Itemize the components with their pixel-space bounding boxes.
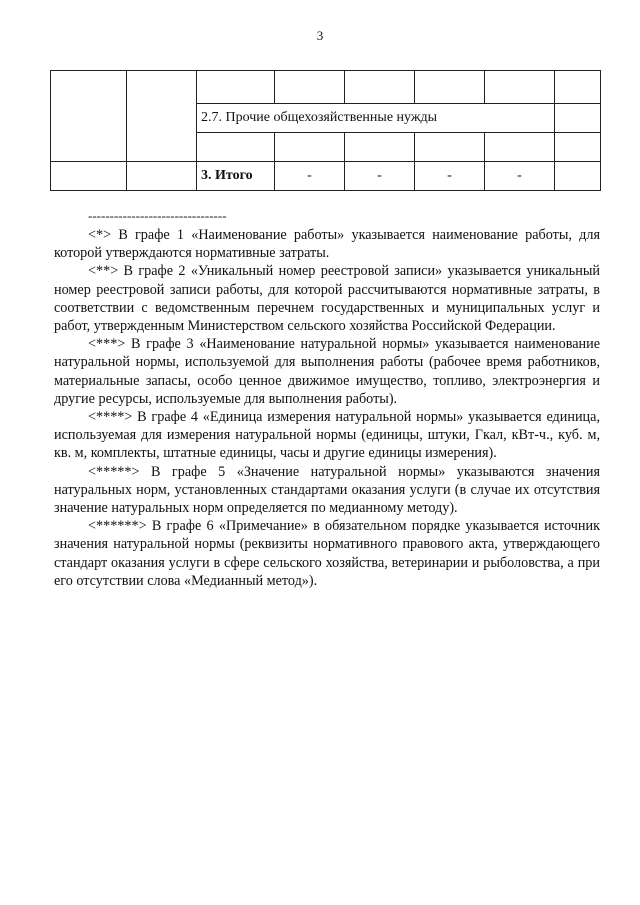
table-cell bbox=[555, 104, 601, 133]
total-value: - bbox=[485, 162, 555, 191]
table-cell bbox=[415, 133, 485, 162]
table-row bbox=[51, 71, 601, 104]
table-cell bbox=[345, 133, 415, 162]
footnote-separator: -------------------------------- bbox=[88, 208, 227, 223]
total-value: - bbox=[415, 162, 485, 191]
table-cell bbox=[555, 71, 601, 104]
table-cell bbox=[127, 162, 197, 191]
table-cell bbox=[275, 133, 345, 162]
table-cell bbox=[127, 71, 197, 162]
footnote-5: <*****> В графе 5 «Значение натуральной нормы» указываются значения натуральных норм, установленных стандартами оказания услуги (в случае их отсутствия значение натуральных норм определяется по медианному методу). bbox=[54, 463, 600, 517]
footnote-3: <***> В графе 3 «Наименование натуральной нормы» указывается наименование натуральной нормы, используемой для выполнения работы (рабочее время работников, материальные запасы, особо ценное движимое имущество, топливо, электроэнергия и другие ресурсы, используемые для выполнения работы). bbox=[54, 336, 600, 407]
footnote-4: <****> В графе 4 «Единица измерения натуральной нормы» указывается единица, используемая для измерения натуральной нормы (единицы, штуки, Гкал, кВт-ч., куб. м, кв. м, комплекты, штатные единицы, часы и другие единицы измерения). bbox=[54, 409, 600, 462]
table-cell bbox=[415, 71, 485, 104]
footnotes bbox=[54, 226, 600, 590]
page-number: 3 bbox=[316, 28, 324, 43]
table-cell bbox=[555, 133, 601, 162]
table-cell bbox=[197, 133, 275, 162]
total-value: - bbox=[275, 162, 345, 191]
table-cell bbox=[51, 71, 127, 162]
table-cell bbox=[51, 162, 127, 191]
table-cell bbox=[275, 71, 345, 104]
table-cell bbox=[485, 71, 555, 104]
table-row-total bbox=[51, 162, 601, 191]
footnote-2: <**> В графе 2 «Уникальный номер реестровой записи» указывается уникальный номер реестровой записи работы, для которой рассчитываются нормативные затраты, в соответствии с ведомственным перечнем государственных и муниципальных услуг и работ, утвержденным Министерством сельского хозяйства Российской Федерации. bbox=[54, 263, 600, 335]
table-cell bbox=[485, 133, 555, 162]
table-cell bbox=[555, 162, 601, 191]
row-prochie-label: 2.7. Прочие общехозяйственные нужды bbox=[197, 104, 555, 133]
total-value: - bbox=[345, 162, 415, 191]
natural-norms-table bbox=[50, 70, 601, 191]
total-label: 3. Итого bbox=[197, 162, 275, 191]
table-cell bbox=[345, 71, 415, 104]
table-cell bbox=[197, 71, 275, 104]
footnote-1: <*> В графе 1 «Наименование работы» указывается наименование работы, для которой утверждаются нормативные затраты. bbox=[54, 227, 600, 262]
footnote-6: <******> В графе 6 «Примечание» в обязательном порядке указывается источник значения натуральной нормы (реквизиты нормативного правового акта, утверждающего стандарт оказания услуги в сфере сельского хозяйства, ветеринарии и рыболовства, а при его отсутствии слова «Медианный метод»). bbox=[54, 518, 600, 589]
